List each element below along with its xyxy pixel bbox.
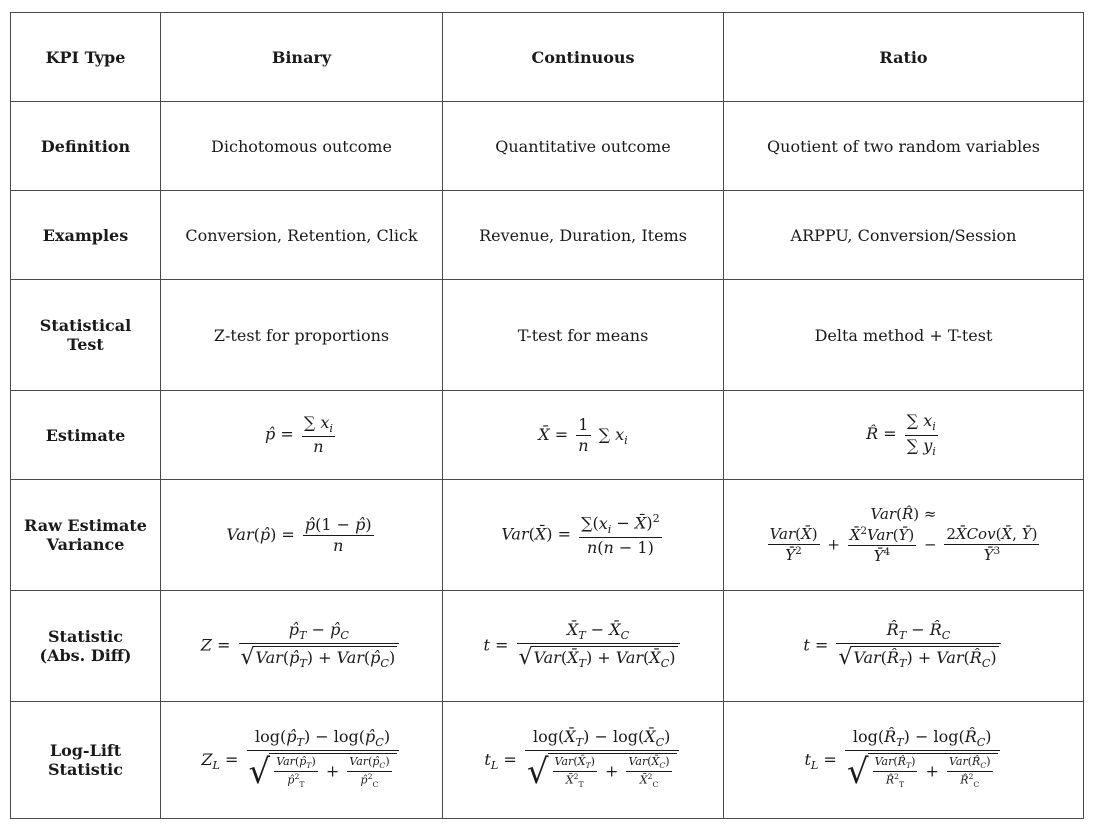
row-definition xyxy=(11,102,1084,191)
formula-statistic-binary: Z = $\frac{p̂_T - p̂_C}{√Var(p̂_T) + Var(p̂_C)}$ xyxy=(161,591,443,702)
row-label-line: (Abs. Diff) xyxy=(39,646,132,665)
row-label-line: Log-Lift xyxy=(49,741,122,760)
cell-definition-binary: Dichotomous outcome xyxy=(161,102,443,191)
header-binary: Binary xyxy=(161,13,443,102)
row-estimate xyxy=(11,391,1084,480)
row-label-definition: Definition xyxy=(11,102,161,191)
formula-variance-ratio: Var(R̂) ≈ $\frac{\text{Var(X̄)}}{Ȳ^2}$ + $\frac{X̄^2Var(Ȳ)}{Ȳ^4}$ − $\frac{\text{2X̄Cov(X̄, Ȳ)}}{Ȳ^3}$ xyxy=(724,480,1084,591)
cell-examples-ratio: ARPPU, Conversion/Session xyxy=(724,191,1084,280)
formula-estimate-binary: p̂ = $\frac{\sum x_i}{n}$ xyxy=(161,391,443,480)
formula-statistic-ratio: t = $\frac{R̂_T - R̂_C}{√Var(R̂_T) + Var(R̂_C)}$ xyxy=(724,591,1084,702)
header-kpi-type: KPI Type xyxy=(11,13,161,102)
cell-definition-continuous: Quantitative outcome xyxy=(443,102,724,191)
row-label-line: Statistic xyxy=(48,760,123,779)
row-label-examples: Examples xyxy=(11,191,161,280)
row-label-line: Raw Estimate xyxy=(24,516,147,535)
row-raw-variance xyxy=(11,480,1084,591)
row-label-raw-variance xyxy=(11,480,161,591)
header-row xyxy=(11,13,1084,102)
header-ratio: Ratio xyxy=(724,13,1084,102)
formula-loglift-ratio: $t_L$ = $\log(R̂_T)$ − $\log(R̂_C)$ √ $\frac{Var(R̂_T)}{R̂^2_T}$ + $\frac{Var(R̂_C)}{R̂^2_C}$ xyxy=(724,702,1084,819)
row-log-lift xyxy=(11,702,1084,819)
cell-test-binary: Z-test for proportions xyxy=(161,280,443,391)
formula-estimate-continuous: X̄ = $\frac{1}{n}$ ∑ $x_i$ xyxy=(443,391,724,480)
formula-loglift-binary: $Z_L$ = $\log(p̂_T)$ − $\log(p̂_C)$ √ $\frac{Var(p̂_T)}{p̂^2_T}$ + $\frac{Var(p̂_C)}{p̂^2_C}$ xyxy=(161,702,443,819)
row-label-line: Statistical xyxy=(39,316,132,335)
row-label-estimate: Estimate xyxy=(11,391,161,480)
row-statistical-test xyxy=(11,280,1084,391)
row-label-statistic xyxy=(11,591,161,702)
row-label-line: Variance xyxy=(46,535,125,554)
formula-variance-continuous: Var(X̄) = $\frac{\sum(x_i - X̄)^2}{n(n - 1)}$ xyxy=(443,480,724,591)
kpi-comparison-table xyxy=(10,12,1084,819)
row-label-line: Test xyxy=(67,335,104,354)
row-label-line: Statistic xyxy=(48,627,123,646)
formula-loglift-continuous: $t_L$ = $\log(X̄_T)$ − $\log(X̄_C)$ √ $\frac{Var(X̄_T)}{X̄^2_T}$ + $\frac{Var(X̄_C)}{X̄^2_C}$ xyxy=(443,702,724,819)
row-examples xyxy=(11,191,1084,280)
cell-examples-continuous: Revenue, Duration, Items xyxy=(443,191,724,280)
row-label-log-lift xyxy=(11,702,161,819)
cell-examples-binary: Conversion, Retention, Click xyxy=(161,191,443,280)
formula-estimate-ratio: R̂ = $\frac{\sum x_i}{\sum y_i}$ xyxy=(724,391,1084,480)
formula-statistic-continuous: t = $\frac{X̄_T - X̄_C}{√Var(X̄_T) + Var(X̄_C)}$ xyxy=(443,591,724,702)
cell-definition-ratio: Quotient of two random variables xyxy=(724,102,1084,191)
formula-variance-binary: Var(p̂) = $\frac{p̂(1 - p̂)}{n}$ xyxy=(161,480,443,591)
header-continuous: Continuous xyxy=(443,13,724,102)
row-label-statistical-test xyxy=(11,280,161,391)
row-statistic xyxy=(11,591,1084,702)
cell-test-continuous: T-test for means xyxy=(443,280,724,391)
cell-test-ratio: Delta method + T-test xyxy=(724,280,1084,391)
